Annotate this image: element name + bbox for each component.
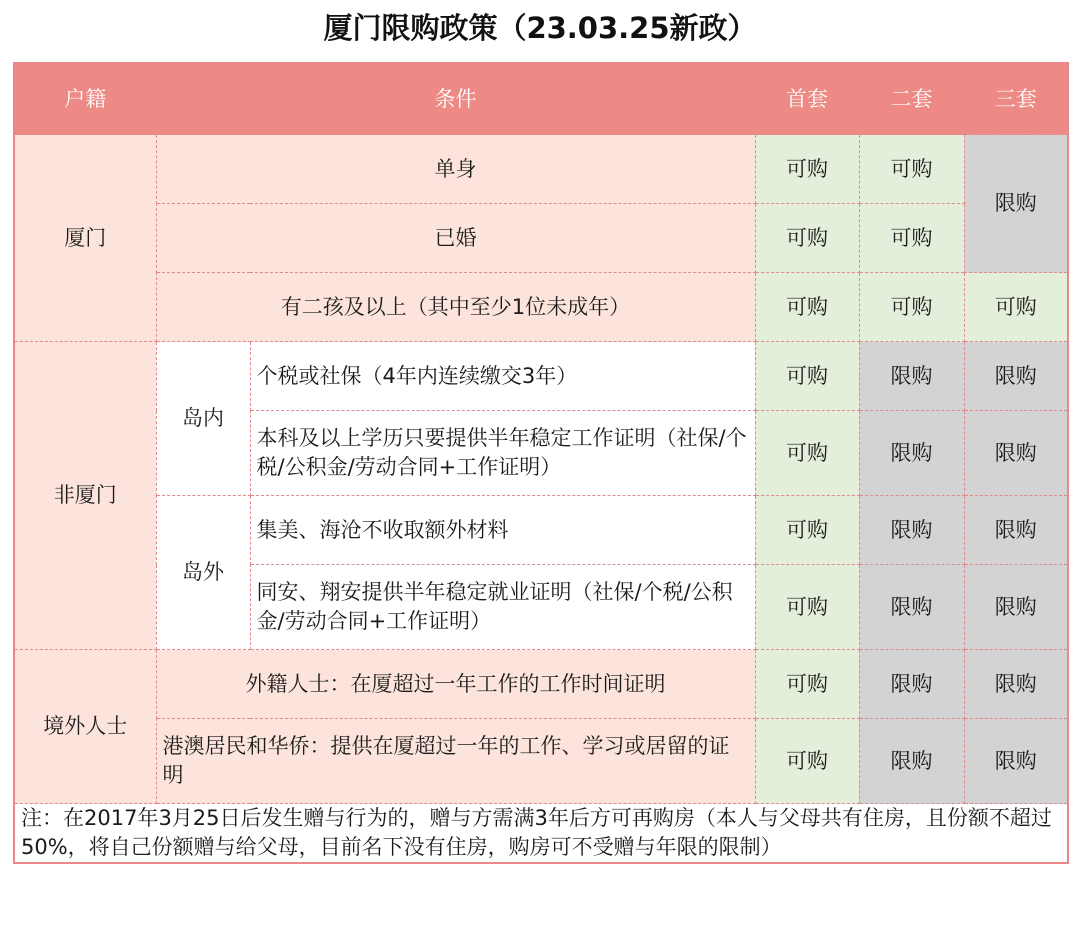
table-row (14, 496, 1068, 565)
group-jingwai: 境外人士 (14, 650, 156, 804)
first-home-cell: 可购 (755, 565, 859, 650)
second-home-cell: 限购 (859, 342, 964, 411)
header-shoutao: 首套 (755, 63, 859, 135)
condition-cell: 个税或社保（4年内连续缴交3年） (250, 342, 755, 411)
header-santao: 三套 (964, 63, 1068, 135)
condition-cell: 本科及以上学历只要提供半年稳定工作证明（社保/个税/公积金/劳动合同+工作证明） (250, 411, 755, 496)
third-home-cell: 可购 (964, 273, 1068, 342)
table-row (14, 719, 1068, 804)
third-home-cell: 限购 (964, 496, 1068, 565)
first-home-cell: 可购 (755, 496, 859, 565)
second-home-cell: 限购 (859, 650, 964, 719)
table-header-row (14, 63, 1068, 135)
header-tiaojian: 条件 (156, 63, 755, 135)
second-home-cell: 限购 (859, 411, 964, 496)
note-row (14, 804, 1068, 864)
table-row (14, 273, 1068, 342)
subgroup-dao-wai: 岛外 (156, 496, 250, 650)
first-home-cell: 可购 (755, 342, 859, 411)
page-title: 厦门限购政策（23.03.25新政） (323, 11, 757, 45)
third-home-cell: 限购 (964, 342, 1068, 411)
third-home-cell: 限购 (964, 719, 1068, 804)
table-row (14, 650, 1068, 719)
second-home-cell: 可购 (859, 135, 964, 204)
table-row (14, 342, 1068, 411)
first-home-cell: 可购 (755, 135, 859, 204)
second-home-cell: 限购 (859, 496, 964, 565)
first-home-cell: 可购 (755, 273, 859, 342)
third-home-cell: 限购 (964, 565, 1068, 650)
first-home-cell: 可购 (755, 719, 859, 804)
condition-cell: 有二孩及以上（其中至少1位未成年） (156, 273, 755, 342)
policy-table (13, 62, 1069, 864)
header-huji: 户籍 (14, 63, 156, 135)
third-home-cell: 限购 (964, 135, 1068, 273)
condition-cell: 集美、海沧不收取额外材料 (250, 496, 755, 565)
header-ertao: 二套 (859, 63, 964, 135)
first-home-cell: 可购 (755, 204, 859, 273)
subgroup-dao-nei: 岛内 (156, 342, 250, 496)
condition-cell: 同安、翔安提供半年稳定就业证明（社保/个税/公积金/劳动合同+工作证明） (250, 565, 755, 650)
second-home-cell: 可购 (859, 273, 964, 342)
condition-cell: 外籍人士：在厦超过一年工作的工作时间证明 (156, 650, 755, 719)
condition-cell: 已婚 (156, 204, 755, 273)
second-home-cell: 限购 (859, 719, 964, 804)
group-fei-xiamen: 非厦门 (14, 342, 156, 650)
group-xiamen: 厦门 (14, 135, 156, 342)
footnote: 注：在2017年3月25日后发生赠与行为的，赠与方需满3年后方可再购房（本人与父母共有住房，且份额不超过50%，将自己份额赠与给父母，目前名下没有住房，购房可不受赠与年限的限制） (14, 804, 1068, 864)
second-home-cell: 可购 (859, 204, 964, 273)
first-home-cell: 可购 (755, 650, 859, 719)
condition-cell: 港澳居民和华侨：提供在厦超过一年的工作、学习或居留的证明 (156, 719, 755, 804)
third-home-cell: 限购 (964, 411, 1068, 496)
table-row (14, 204, 1068, 273)
first-home-cell: 可购 (755, 411, 859, 496)
third-home-cell: 限购 (964, 650, 1068, 719)
condition-cell: 单身 (156, 135, 755, 204)
table-row (14, 135, 1068, 204)
second-home-cell: 限购 (859, 565, 964, 650)
